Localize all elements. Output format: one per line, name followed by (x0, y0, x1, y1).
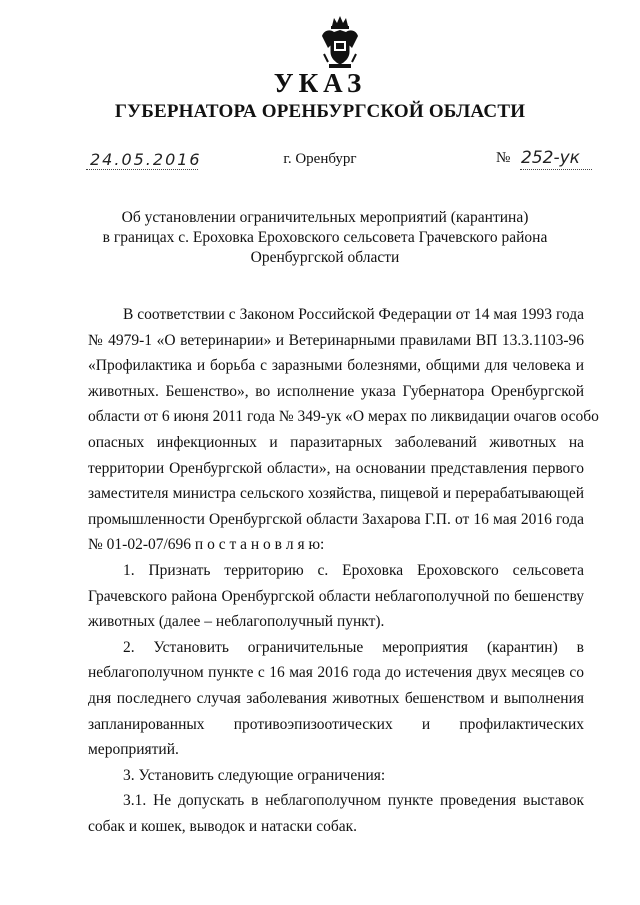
subject-line: в границах с. Ероховка Ероховского сельсовета Грачевского района (102, 229, 548, 246)
item-3-line: 3. Установить следующие ограничения: (123, 766, 386, 784)
date-underline (86, 169, 198, 170)
item-2-line: запланированных противоэпизоотических и профилактических (88, 715, 584, 733)
item-2-line: дня последнего случая заболевания животных бешенством и выполнения (88, 689, 584, 707)
item-1-line: 1. Признать территорию с. Ероховка Ероховского сельсовета (123, 561, 584, 579)
preamble-line: промышленности Оренбургской области Захарова Г.П. от 16 мая 2016 года (88, 510, 584, 528)
item-2-line: неблагополучном пункте с 16 мая 2016 года до истечения двух месяцев со (88, 664, 584, 682)
preamble-end: № 01-02-07/696 (88, 536, 192, 554)
preamble-line: «Профилактика и борьба с заразными болезнями, общими для человека и (88, 357, 584, 375)
decree-word: п о с т а н о в л я ю: (194, 536, 325, 554)
item-1-line: животных (далее – неблагополучный пункт). (88, 613, 385, 631)
number-label: № (496, 150, 511, 166)
number-underline (520, 169, 592, 170)
document-city: г. Оренбург (283, 151, 357, 167)
subject-line: Оренбургской области (250, 249, 400, 266)
preamble-line: территории Оренбургской области», на основании представления первого (88, 459, 584, 477)
document-title: УКАЗ (273, 68, 367, 98)
document-number: 252-ук (521, 148, 580, 168)
item-2-line: 2. Установить ограничительные мероприятия (карантин) в (123, 638, 584, 656)
item-3-1-line: 3.1. Не допускать в неблагополучном пункте проведения выставок (123, 792, 584, 810)
preamble-line: животных. Бешенство», во исполнение указа Губернатора Оренбургской (88, 382, 584, 400)
item-1-line: Грачевского района Оренбургской области неблагополучной по бешенству (88, 587, 584, 605)
preamble-last-line (88, 532, 584, 558)
preamble-line: опасных инфекционных и паразитарных заболеваний животных на (88, 433, 584, 451)
document-body (88, 302, 599, 839)
preamble-line: В соответствии с Законом Российской Федерации от 14 мая 1993 года (123, 306, 584, 323)
document-issuer: ГУБЕРНАТОРА ОРЕНБУРГСКОЙ ОБЛАСТИ (114, 101, 526, 122)
coat-of-arms-icon (318, 14, 362, 70)
item-2-line: мероприятий. (88, 741, 179, 759)
document-date: 24.05.2016 (90, 150, 202, 169)
item-3-1-line: собак и кошек, выводок и натаски собак. (88, 817, 358, 835)
preamble-line: заместителя министра сельского хозяйства, пищевой и перерабатывающей (88, 485, 584, 503)
preamble-line: области от 6 июня 2011 года № 349-ук «О мерах по ликвидации очагов особо (88, 408, 599, 426)
document-subject (100, 208, 550, 268)
preamble-line: № 4979-1 «О ветеринарии» и Ветеринарными правилами ВП 13.3.1103-96 (88, 331, 584, 349)
subject-line: Об установлении ограничительных мероприятий (карантина) (121, 209, 529, 226)
